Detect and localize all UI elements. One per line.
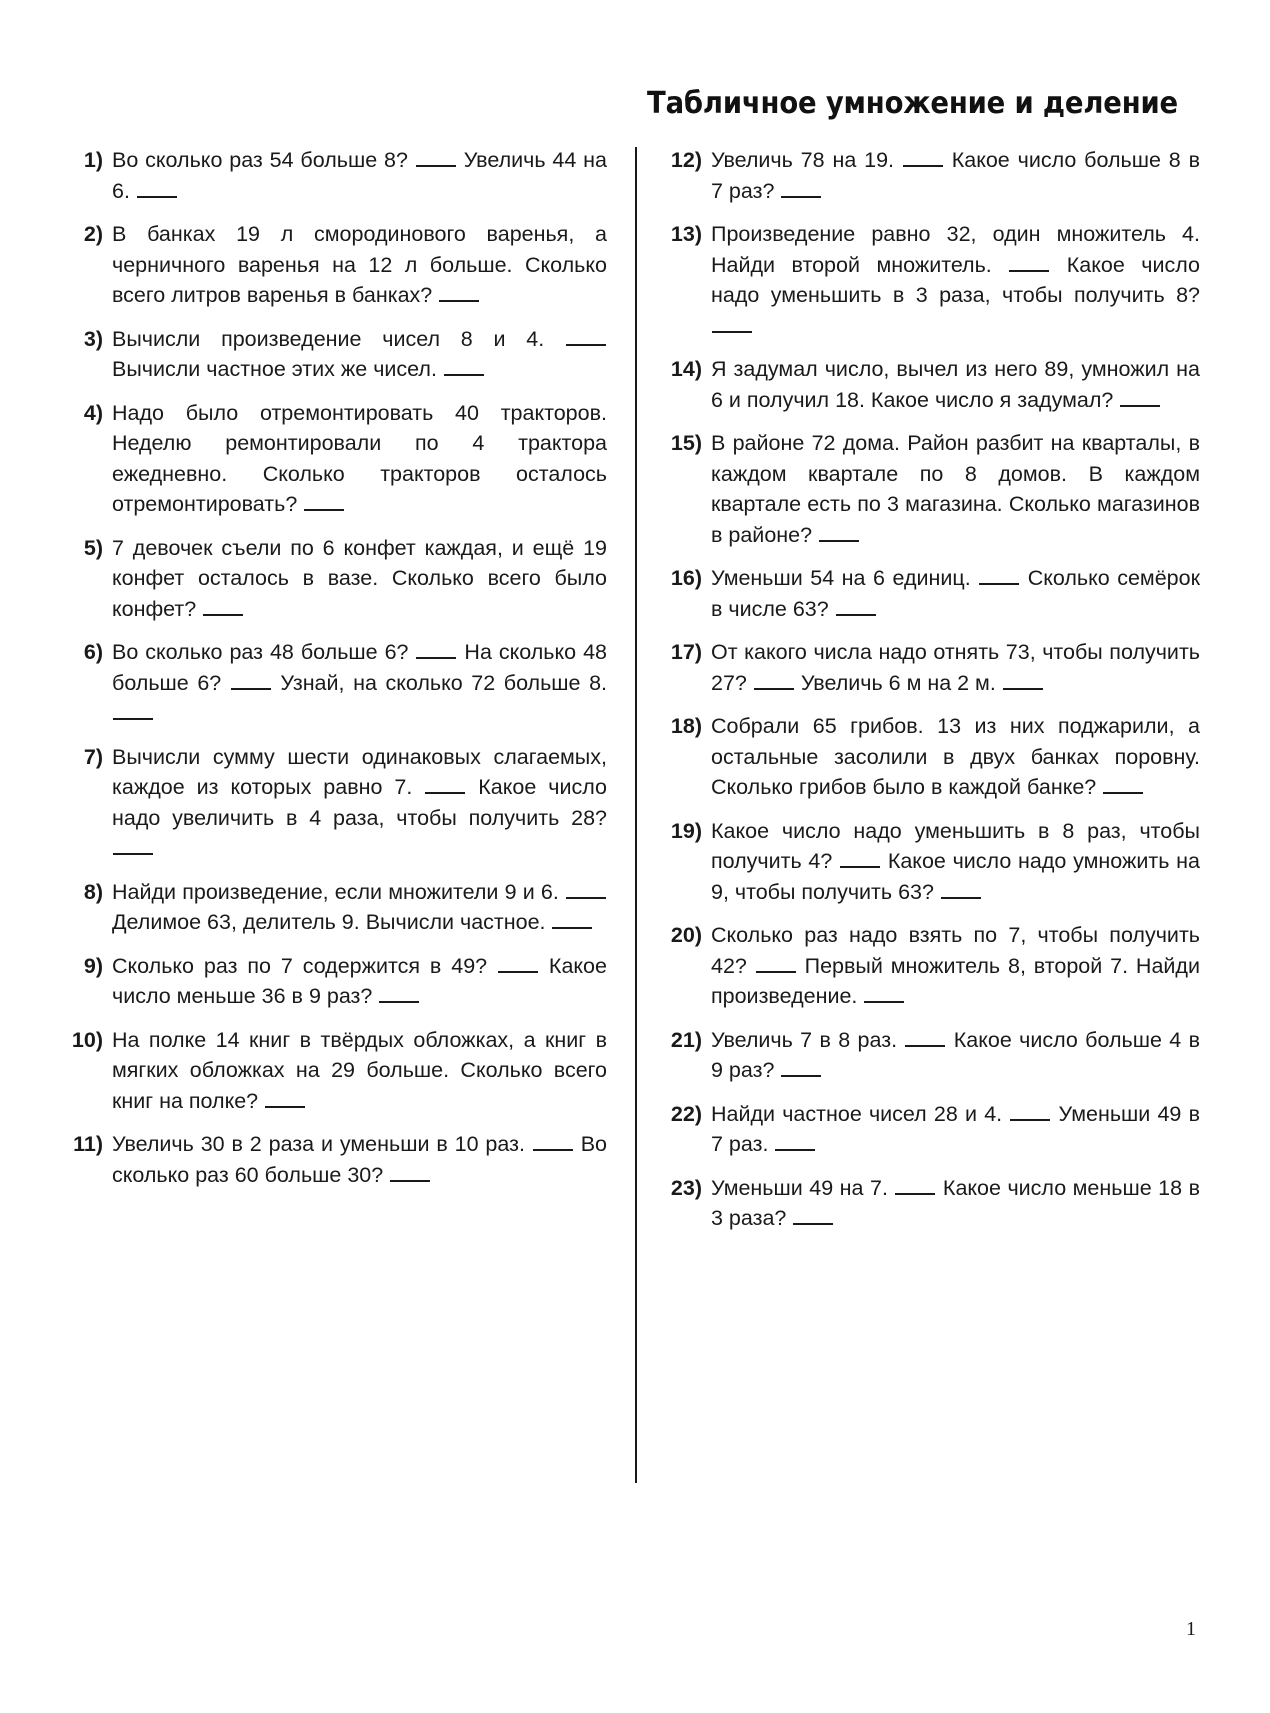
question-text: Какое число надо уменьшить в 8 раз, чтобы получить 4? Какое число надо умножить на 9, чтобы получить 63?: [711, 818, 1200, 904]
question-item: [669, 1099, 1200, 1160]
question-item: [669, 354, 1200, 415]
question-number: 16): [670, 566, 702, 590]
answer-blank[interactable]: [203, 597, 243, 616]
question-number: 20): [670, 923, 702, 947]
question-text: Увеличь 30 в 2 раза и уменьши в 10 раз. Во сколько раз 60 больше 30?: [112, 1132, 607, 1187]
question-item: [70, 145, 607, 206]
question-text: Увеличь 78 на 19. Какое число больше 8 в 7 раз?: [711, 148, 1201, 203]
question-item: [70, 219, 607, 311]
question-number: 19): [670, 818, 702, 843]
question-number: 2): [83, 222, 103, 246]
question-text: На полке 14 книг в твёрдых обложках, а книг в мягких обложках на 29 больше. Сколько всего книг на полке?: [112, 1027, 607, 1113]
answer-blank[interactable]: [819, 523, 859, 542]
question-item: [70, 533, 607, 625]
question-item: [669, 637, 1200, 698]
question-number: 6): [83, 640, 103, 664]
answer-blank[interactable]: [775, 1132, 815, 1151]
answer-blank[interactable]: [903, 148, 943, 167]
question-item: [70, 1129, 607, 1190]
answer-blank[interactable]: [754, 671, 794, 690]
answer-blank[interactable]: [533, 1132, 573, 1151]
right-column: [635, 145, 1200, 1247]
answer-blank[interactable]: [566, 880, 606, 899]
question-number: 7): [83, 744, 103, 769]
question-number: 23): [670, 1175, 702, 1200]
answer-blank[interactable]: [304, 492, 344, 511]
question-number: 15): [670, 431, 702, 455]
question-text: Собрали 65 грибов. 13 из них поджарили, а остальные засолили в двух банках поровну. Сколько грибов было в каждой банке?: [711, 714, 1200, 799]
answer-blank[interactable]: [425, 775, 465, 794]
answer-blank[interactable]: [416, 148, 456, 167]
question-item: [669, 1025, 1200, 1086]
answer-blank[interactable]: [444, 357, 484, 376]
question-item: [669, 563, 1200, 624]
question-number: 4): [83, 400, 103, 425]
question-text: Сколько раз по 7 содержится в 49? Какое число меньше 36 в 9 раз?: [112, 953, 607, 1008]
answer-blank[interactable]: [1120, 388, 1160, 407]
answer-blank[interactable]: [1009, 253, 1049, 272]
question-text: Во сколько раз 48 больше 6? На сколько 48 больше 6? Узнай, на сколько 72 больше 8.: [112, 637, 607, 729]
question-item: [70, 742, 607, 864]
question-text: Вычисли сумму шести одинаковых слагаемых, каждое из которых равно 7. Какое число надо увеличить в 4 раза, чтобы получить 28?: [112, 742, 607, 864]
answer-blank[interactable]: [1103, 775, 1143, 794]
page-number: 1: [1186, 1618, 1196, 1640]
answer-blank[interactable]: [793, 1206, 833, 1225]
answer-blank[interactable]: [137, 179, 177, 198]
answer-blank[interactable]: [552, 910, 592, 929]
question-number: 13): [670, 222, 702, 246]
answer-blank[interactable]: [836, 597, 876, 616]
question-text: Во сколько раз 54 больше 8? Увеличь 44 на 6.: [112, 148, 607, 203]
question-item: [70, 1025, 607, 1117]
question-text: Произведение равно 32, один множитель 4. Найди второй множитель. Какое число надо уменьшить в 3 раза, чтобы получить 8?: [711, 219, 1200, 341]
question-item: [669, 711, 1200, 803]
answer-blank[interactable]: [566, 327, 606, 346]
left-column: [70, 145, 635, 1203]
question-text: Уменьши 49 на 7. Какое число меньше 18 в 3 раза?: [711, 1175, 1200, 1230]
question-text: Найди произведение, если множители 9 и 6. Делимое 63, делитель 9. Вычисли частное.: [112, 877, 607, 938]
question-text: В банках 19 л смородинового варенья, а черничного варенья на 12 л больше. Сколько всего литров варенья в банках?: [112, 222, 607, 307]
answer-blank[interactable]: [756, 954, 796, 973]
answer-blank[interactable]: [941, 880, 981, 899]
question-text: В районе 72 дома. Район разбит на кварталы, в каждом квартале по 8 домов. В каждом квартале есть по 3 магазина. Сколько магазинов в районе?: [711, 431, 1200, 547]
two-column-layout: [70, 145, 1200, 1247]
question-number: 22): [670, 1101, 702, 1126]
question-text: От какого числа надо отнять 73, чтобы получить 27? Увеличь 6 м на 2 м.: [711, 640, 1200, 695]
answer-blank[interactable]: [781, 1058, 821, 1077]
question-item: [70, 637, 607, 729]
question-text: 7 девочек съели по 6 конфет каждая, и ещё 19 конфет осталось в вазе. Сколько всего было конфет?: [112, 535, 607, 621]
column-divider: [635, 147, 637, 1483]
answer-blank[interactable]: [113, 836, 153, 855]
question-item: [70, 398, 607, 520]
question-number: 14): [670, 357, 702, 381]
question-text: Уменьши 54 на 6 единиц. Сколько семёрок в числе 63?: [711, 566, 1200, 621]
question-text: Вычисли произведение чисел 8 и 4. Вычисли частное этих же чисел.: [112, 324, 607, 385]
answer-blank[interactable]: [379, 984, 419, 1003]
answer-blank[interactable]: [390, 1163, 430, 1182]
answer-blank[interactable]: [895, 1176, 935, 1195]
answer-blank[interactable]: [113, 701, 153, 720]
question-number: 1): [83, 148, 103, 172]
answer-blank[interactable]: [1003, 671, 1043, 690]
question-number: 17): [670, 640, 702, 664]
answer-blank[interactable]: [781, 179, 821, 198]
question-number: 18): [670, 714, 702, 738]
page-title: Табличное умножение и деление: [647, 86, 1178, 121]
answer-blank[interactable]: [840, 849, 880, 868]
question-number: 10): [71, 1027, 103, 1052]
answer-blank[interactable]: [265, 1089, 305, 1108]
question-item: [669, 428, 1200, 550]
question-text: Я задумал число, вычел из него 89, умножил на 6 и получил 18. Какое число я задумал?: [711, 357, 1200, 412]
question-item: [669, 920, 1200, 1012]
answer-blank[interactable]: [905, 1028, 945, 1047]
answer-blank[interactable]: [1010, 1102, 1050, 1121]
question-item: [669, 816, 1200, 908]
question-text: Найди частное чисел 28 и 4. Уменьши 49 в 7 раз.: [711, 1101, 1200, 1156]
question-text: Сколько раз надо взять по 7, чтобы получить 42? Первый множитель 8, второй 7. Найди произведение.: [711, 923, 1200, 1008]
question-text: Надо было отремонтировать 40 тракторов. Неделю ремонтировали по 4 трактора ежедневно. Сколько тракторов осталось отремонтировать?: [112, 400, 607, 516]
question-item: [70, 951, 607, 1012]
answer-blank[interactable]: [864, 984, 904, 1003]
question-text: Увеличь 7 в 8 раз. Какое число больше 4 в 9 раз?: [711, 1027, 1201, 1082]
question-number: 9): [83, 953, 103, 978]
question-item: [70, 324, 607, 385]
answer-blank[interactable]: [498, 954, 538, 973]
question-number: 5): [83, 535, 103, 560]
answer-blank[interactable]: [979, 566, 1019, 585]
question-number: 21): [670, 1027, 702, 1052]
question-number: 12): [670, 148, 702, 172]
question-item: [669, 145, 1200, 206]
answer-blank[interactable]: [416, 640, 456, 659]
question-item: [669, 1173, 1200, 1234]
answer-blank[interactable]: [231, 671, 271, 690]
answer-blank[interactable]: [712, 314, 752, 333]
answer-blank[interactable]: [439, 283, 479, 302]
question-number: 8): [83, 879, 103, 904]
question-number: 11): [73, 1132, 103, 1156]
question-item: [669, 219, 1200, 341]
question-number: 3): [83, 326, 103, 351]
question-item: [70, 877, 607, 938]
